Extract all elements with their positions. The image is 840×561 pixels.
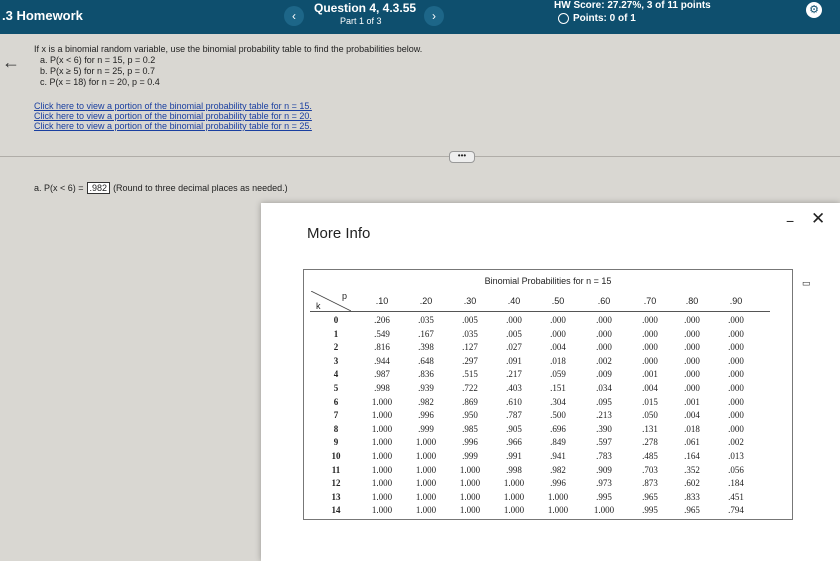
column-header: .30 [463,296,477,306]
row-k: 4 [333,369,339,380]
table-cell: .873 [642,478,658,489]
table-row [310,492,770,504]
table-cell: .015 [642,396,658,407]
table-row [310,315,770,327]
table-cell: .000 [642,342,658,353]
table-cell: .131 [642,423,658,434]
table-cell: .013 [728,451,744,461]
minimize-button[interactable]: − [786,213,795,229]
table-cell: .000 [728,328,744,339]
table-cell: .035 [418,315,434,325]
table-cell: .836 [418,369,434,380]
table-cell: .390 [596,423,612,434]
table-cell: .005 [506,328,522,339]
column-header: .80 [685,296,699,306]
table-cell: .127 [462,342,478,353]
table-cell: 1.000 [371,491,393,502]
table-cell: .965 [642,491,658,502]
row-k: 2 [333,342,339,353]
table-cell: .944 [374,355,390,366]
table-row [310,369,770,381]
table-cell: .991 [506,451,522,461]
table-cell: .213 [596,410,612,421]
dialog-title: More Info [307,225,371,242]
table-cell: .549 [374,328,390,339]
table-cell: .001 [642,369,658,380]
table-cell: .950 [462,410,478,421]
points-status [558,13,636,24]
table-cell: 1.000 [371,478,393,489]
answer-prefix: a. P(x < 6) = [34,183,84,193]
table-cell: .696 [550,423,566,434]
table-cell: .849 [550,437,566,448]
row-k: 7 [333,410,339,421]
table-row [310,505,770,517]
table-cell: .000 [550,315,566,325]
table-cell: .000 [728,383,744,393]
table-cell: .001 [684,396,700,407]
problem-intro: If x is a binomial random variable, use the binomial probability table to find the probabilities below. [34,44,423,54]
table-cell: .909 [596,464,612,475]
table-cell: .722 [462,383,478,393]
table-cell: .995 [642,505,658,516]
table-cell: .018 [684,423,700,434]
table-cell: .965 [684,505,700,516]
row-k: 3 [333,355,339,366]
table-row [310,451,770,463]
problem-part-a: a. P(x < 6) for n = 15, p = 0.2 [40,55,156,65]
table-cell: 1.000 [371,396,393,407]
table-links [34,101,312,131]
table-cell: .610 [506,396,522,407]
table-cell: .002 [728,437,744,448]
table-cell: .000 [684,328,700,339]
table-cell: .035 [462,328,478,339]
table-cell: .000 [550,328,566,339]
table-cell: .982 [418,396,434,407]
table-cell: .998 [506,464,522,475]
table-cell: .004 [642,383,658,393]
problem-part-c: c. P(x = 18) for n = 20, p = 0.4 [40,77,160,87]
table-cell: .941 [550,451,566,461]
table-row [310,465,770,477]
chevron-right-icon: › [432,9,436,23]
column-header: .50 [551,296,565,306]
table-cell: .996 [462,437,478,448]
table-cell: 1.000 [415,505,437,516]
table-cell: .004 [684,410,700,421]
table-cell: .869 [462,396,478,407]
table-cell: .056 [728,464,744,475]
row-k: 11 [331,464,341,475]
table-cell: 1.000 [415,464,437,475]
row-k: 9 [333,437,339,448]
table-cell: .164 [684,451,700,461]
spreadsheet-icon[interactable]: ▭ [802,278,811,288]
table-cell: .217 [506,369,522,380]
table-cell: .000 [728,410,744,421]
column-header: .70 [643,296,657,306]
table-cell: .398 [418,342,434,353]
table-header-row [310,291,770,312]
table-cell: .648 [418,355,434,366]
table-title: Binomial Probabilities for n = 15 [484,276,612,286]
row-k: 8 [333,423,339,434]
problem-part-b: b. P(x ≥ 5) for n = 25, p = 0.7 [40,66,156,76]
table-cell: 1.000 [503,478,525,489]
answer-line [34,182,288,194]
table-cell: 1.000 [459,464,481,475]
table-cell: .000 [596,342,612,353]
table-cell: 1.000 [459,505,481,516]
problem-statement [34,44,422,88]
table-cell: .000 [684,342,700,353]
table-cell: 1.000 [371,423,393,434]
k-label: k [316,301,321,311]
table-cell: 1.000 [415,491,437,502]
p-label: p [342,291,348,301]
table-cell: 1.000 [371,451,393,461]
question-title: Question 4, 4.3.55 [314,1,417,15]
table-cell: .905 [506,423,522,434]
table-cell: .004 [550,342,566,353]
row-k: 12 [331,478,341,489]
table-cell: .000 [506,315,522,325]
table-row [310,437,770,449]
table-cell: .095 [596,396,612,407]
table-cell: .184 [728,478,744,489]
table-cell: .000 [684,369,700,380]
table-cell: .050 [642,410,658,421]
previous-question-button[interactable] [284,6,304,26]
next-question-button[interactable] [424,6,444,26]
table-cell: .966 [506,437,522,448]
column-header: .20 [419,296,433,306]
homework-title: .3 Homework [2,8,83,23]
table-cell: .794 [728,505,744,516]
table-cell: .996 [550,478,566,489]
table-cell: .500 [550,410,566,421]
table-cell: .167 [418,328,434,339]
table-cell: .515 [462,369,478,380]
table-cell: .352 [684,464,700,475]
column-header: .40 [507,296,521,306]
table-cell: .000 [728,315,744,325]
table-cell: .000 [684,383,700,393]
column-header: .90 [729,296,743,306]
table-cell: 1.000 [503,491,525,502]
link-table-n15[interactable]: Click here to view a portion of the binomial probability table for n = 15. [34,101,312,111]
table-cell: 1.000 [371,410,393,421]
answer-input[interactable]: .982 [87,182,111,194]
table-cell: 1.000 [459,478,481,489]
table-cell: .000 [728,396,744,407]
divider [0,156,840,157]
column-header: .10 [375,296,389,306]
row-k: 6 [333,396,339,407]
table-cell: .061 [684,437,700,448]
row-k: 5 [333,383,339,393]
table-cell: .000 [596,328,612,339]
table-cell: .996 [418,410,434,421]
table-cell: .602 [684,478,700,489]
table-row [310,342,770,354]
table-cell: .833 [684,491,700,502]
table-cell: .034 [596,383,612,393]
table-cell: .059 [550,369,566,380]
table-cell: .027 [506,342,522,353]
table-cell: .783 [596,451,612,461]
row-k: 0 [333,315,339,325]
table-cell: .982 [550,464,566,475]
back-arrow-icon[interactable]: ← [2,52,20,72]
table-cell: 1.000 [371,505,393,516]
table-cell: .403 [506,383,522,393]
table-row [310,478,770,490]
table-cell: 1.000 [459,491,481,502]
table-cell: .485 [642,451,658,461]
table-cell: .018 [550,355,566,366]
question-part: Part 1 of 3 [340,16,382,26]
close-button[interactable]: ✕ [811,209,826,228]
table-cell: .000 [728,423,744,434]
expand-dots-button[interactable]: ••• [449,151,475,163]
table-cell: .005 [462,315,478,325]
table-cell: .091 [506,355,522,366]
table-cell: .703 [642,464,658,475]
table-cell: .000 [642,315,658,325]
table-cell: .000 [728,369,744,380]
table-cell: 1.000 [547,491,569,502]
binomial-table [303,269,811,520]
table-cell: .009 [596,369,612,380]
column-header: .60 [597,296,611,306]
table-cell: .000 [684,355,700,366]
row-k: 14 [331,505,341,516]
hw-score: HW Score: 27.27%, 3 of 11 points [554,0,711,11]
table-cell: 1.000 [547,505,569,516]
table-cell: 1.000 [415,437,437,448]
row-k: 13 [331,491,341,502]
row-k: 1 [333,328,339,339]
table-cell: .816 [374,342,390,353]
table-cell: .304 [550,396,566,407]
table-cell: .000 [728,355,744,366]
table-cell: .999 [418,423,434,434]
table-row [310,397,770,409]
chevron-left-icon: ‹ [292,9,296,23]
table-row [310,329,770,341]
table-cell: .999 [462,451,478,461]
table-cell: 1.000 [371,464,393,475]
gear-icon[interactable]: ⚙ [806,2,822,18]
table-cell: .987 [374,369,390,380]
table-cell: .939 [418,383,434,393]
table-cell: .000 [728,342,744,353]
link-table-n25[interactable]: Click here to view a portion of the binomial probability table for n = 25. [34,121,312,131]
table-cell: .787 [506,410,522,421]
status-circle-icon [558,13,569,24]
points-label: Points: 0 of 1 [573,13,636,24]
table-cell: .002 [596,355,612,366]
table-cell: 1.000 [371,437,393,448]
table-row [310,356,770,368]
table-row [310,383,770,395]
table-cell: .985 [462,423,478,434]
table-cell: .000 [596,315,612,325]
top-bar [0,0,840,34]
table-cell: .973 [596,478,612,489]
table-cell: .000 [684,315,700,325]
table-cell: 1.000 [503,505,525,516]
table-cell: .000 [642,328,658,339]
table-cell: .597 [596,437,612,448]
table-cell: .297 [462,355,478,366]
answer-note: (Round to three decimal places as needed.) [113,183,288,193]
more-info-dialog [261,203,840,561]
table-cell: .000 [642,355,658,366]
table-cell: .995 [596,491,612,502]
link-table-n20[interactable]: Click here to view a portion of the binomial probability table for n = 20. [34,111,312,121]
table-cell: .151 [550,383,566,393]
table-cell: 1.000 [415,478,437,489]
table-cell: 1.000 [593,505,615,516]
table-cell: .206 [374,315,390,325]
table-cell: .278 [642,437,658,448]
table-cell: 1.000 [415,451,437,461]
table-row [310,424,770,436]
row-k: 10 [331,451,341,461]
table-cell: .451 [728,491,744,502]
table-row [310,410,770,422]
table-cell: .998 [374,383,390,393]
